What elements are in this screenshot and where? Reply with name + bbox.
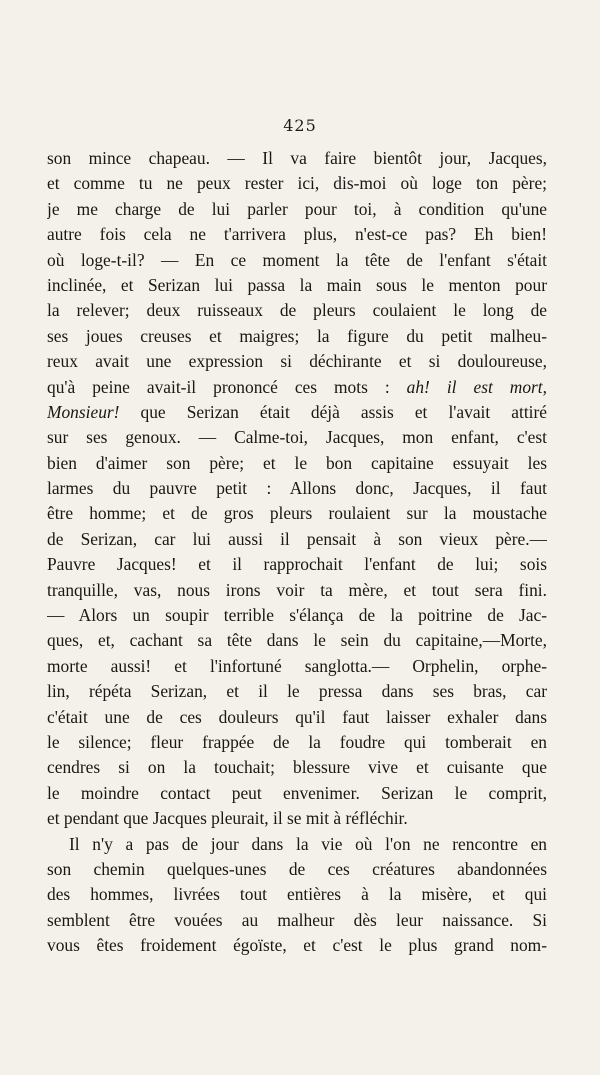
text-line [47,603,547,628]
text-line [47,781,547,806]
line-text: reux avait une expression si déchirante et si douloureuse, [47,351,547,372]
text-line [47,501,547,526]
text-line [47,349,547,374]
text-line [47,451,547,476]
line-text: la relever; deux ruisseaux de pleurs coulaient le long de [47,300,547,321]
text-line [47,425,547,450]
text-line [47,730,547,755]
line-text: tranquille, vas, nous irons voir ta mère, et tout sera fini. [47,579,547,600]
line-text: vous êtes froidement égoïste, et c'est le plus grand nom- [47,935,547,956]
line-text: son chemin quelques-unes de ces créatures abandonnées [47,858,547,879]
line-text: Il n'y a pas de jour dans la vie où l'on ne rencontre en [69,833,547,854]
line-text: ques, et, cachant sa tête dans le sein du capitaine,—Morte, [47,630,547,651]
line-text: des hommes, livrées tout entières à la misère, et qui [47,884,547,905]
text-line [47,527,547,552]
text-line [47,578,547,603]
line-text: c'était une de ces douleurs qu'il faut laisser exhaler dans [47,706,547,727]
text-line [47,171,547,196]
text-line [47,298,547,323]
line-text: être homme; et de gros pleurs roulaient sur la moustache [47,503,547,524]
line-text: larmes du pauvre petit : Allons donc, Jacques, il faut [47,478,547,499]
line-text: morte aussi! et l'infortuné sanglotta.— Orphelin, orphe- [47,655,547,676]
text-line [47,857,547,882]
body-text [47,146,547,959]
text-line [47,324,547,349]
text-line [47,146,547,171]
text-line [47,628,547,653]
line-text: autre fois cela ne t'arrivera plus, n'est-ce pas? Eh bien! [47,224,547,245]
line-text: qu'à peine avait-il prononcé ces mots : [47,376,407,397]
line-text: de Serizan, car lui aussi il pensait à son vieux père.— [47,528,547,549]
line-text: où loge-t-il? — En ce moment la tête de l'enfant s'était [47,249,547,270]
text-line [47,273,547,298]
text-line [47,832,547,857]
text-line [47,400,547,425]
line-text: Pauvre Jacques! et il rapprochait l'enfant de lui; sois [47,554,547,575]
italic-text: Monsieur! [47,401,120,422]
line-text: sur ses genoux. — Calme-toi, Jacques, mon enfant, c'est [47,427,547,448]
text-line [47,806,547,831]
line-text: son mince chapeau. — Il va faire bientôt jour, Jacques, [47,148,547,168]
line-text: — Alors un soupir terrible s'élança de la poitrine de Jac- [47,605,547,626]
page-number: 425 [283,116,317,135]
text-line [47,755,547,780]
text-line [47,705,547,730]
text-line [47,654,547,679]
line-text: inclinée, et Serizan lui passa la main sous le menton pour [47,274,547,295]
text-line [47,248,547,273]
line-text: cendres si on la touchait; blessure vive et cuisante que [47,757,547,778]
text-line [47,197,547,222]
text-line [47,908,547,933]
text-line [47,933,547,958]
line-text: et comme tu ne peux rester ici, dis-moi où loge ton père; [47,173,547,194]
text-line [47,222,547,247]
text-line [47,552,547,577]
italic-text: ah! il est mort, [406,376,547,397]
line-text: le silence; fleur frappée de la foudre qui tomberait en [47,731,547,752]
line-text: et pendant que Jacques pleurait, il se mit à réfléchir. [47,808,408,829]
text-line [47,375,547,400]
line-text: le moindre contact peut envenimer. Serizan le comprit, [47,782,547,803]
line-text: semblent être vouées au malheur dès leur naissance. Si [47,909,547,930]
line-text: je me charge de lui parler pour toi, à condition qu'une [47,198,547,219]
line-text: que Serizan était déjà assis et l'avait attiré [119,401,547,422]
text-line [47,476,547,501]
line-text: ses joues creuses et maigres; la figure du petit malheu- [47,325,547,346]
line-text: bien d'aimer son père; et le bon capitaine essuyait les [47,452,547,473]
line-text: lin, répéta Serizan, et il le pressa dans ses bras, car [47,681,547,702]
text-line [47,679,547,704]
text-line [47,882,547,907]
